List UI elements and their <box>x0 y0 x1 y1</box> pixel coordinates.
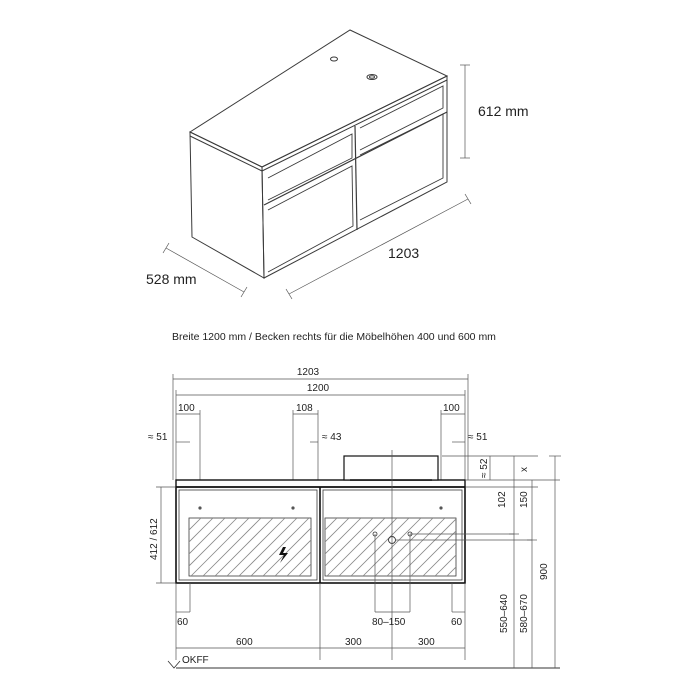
dim-middle-offset: 108 <box>296 403 313 414</box>
dim-approx-basin: ≈ 52 <box>479 458 490 478</box>
dim-300-right: 300 <box>418 637 435 648</box>
hatch-line <box>411 518 469 576</box>
hatch-line <box>327 518 385 576</box>
hatch-line <box>339 518 397 576</box>
drain-hole-icon <box>367 75 377 80</box>
height-label: 612 mm <box>478 103 529 119</box>
dim-60-left: 60 <box>177 617 189 628</box>
dim-550-640: 550–640 <box>499 594 510 633</box>
dim-80-150: 80–150 <box>372 617 406 628</box>
hatch-line <box>203 518 261 576</box>
tap-hole-icon <box>331 57 338 61</box>
isometric-dimensions <box>163 65 471 299</box>
hatch-line <box>459 518 517 576</box>
hatch-line <box>179 518 237 576</box>
dim-approx-left: ≈ 51 <box>148 432 168 443</box>
hatch-line <box>399 518 457 576</box>
dim-580-670: 580–670 <box>519 594 530 633</box>
dim-300-left: 300 <box>345 637 362 648</box>
dim-150: 150 <box>519 491 530 508</box>
hatch-line <box>227 518 285 576</box>
dim-x: x <box>519 467 530 472</box>
hatch-line <box>315 518 373 576</box>
countertop <box>176 480 465 487</box>
hatch-line <box>239 518 297 576</box>
dim-approx-middle: ≈ 43 <box>322 432 342 443</box>
isometric-cabinet <box>190 30 447 278</box>
hatch-line <box>251 518 309 576</box>
hatch-line <box>471 518 529 576</box>
basin <box>344 456 438 480</box>
hatch-line <box>375 518 433 576</box>
lightning-icon <box>279 547 288 563</box>
hatch-line <box>303 518 361 576</box>
dim-right-offset: 100 <box>443 403 460 414</box>
hatch-line <box>191 518 249 576</box>
dim-900: 900 <box>539 563 550 580</box>
hatch-line <box>215 518 273 576</box>
hatch-line <box>507 518 565 576</box>
hatch-line <box>423 518 481 576</box>
depth-label: 528 mm <box>146 271 197 287</box>
hatch-line <box>351 518 409 576</box>
width-label: 1203 <box>388 245 420 261</box>
hatch-line <box>131 518 189 576</box>
caption: Breite 1200 mm / Becken rechts für die Möbelhöhen 400 und 600 mm <box>172 331 496 343</box>
dim-approx-right: ≈ 51 <box>468 432 488 443</box>
hatch-line <box>287 518 345 576</box>
hatch-line <box>435 518 493 576</box>
dim-60-right: 60 <box>451 617 463 628</box>
okff-label: OKFF <box>182 655 209 666</box>
dim-left-offset: 100 <box>178 403 195 414</box>
hatch-left <box>131 518 417 576</box>
dim-600: 600 <box>236 637 253 648</box>
hatch-line <box>263 518 321 576</box>
cabinet-front <box>262 76 447 278</box>
dim-height-left: 412 / 612 <box>149 518 160 560</box>
dim-102: 102 <box>497 491 508 508</box>
hatch-line <box>155 518 213 576</box>
install-zone-left <box>189 518 311 576</box>
hatch-line <box>387 518 445 576</box>
hatch-right <box>267 518 565 576</box>
dim-overall-inner: 1200 <box>306 383 330 394</box>
dim-overall-outer: 1203 <box>296 367 320 378</box>
